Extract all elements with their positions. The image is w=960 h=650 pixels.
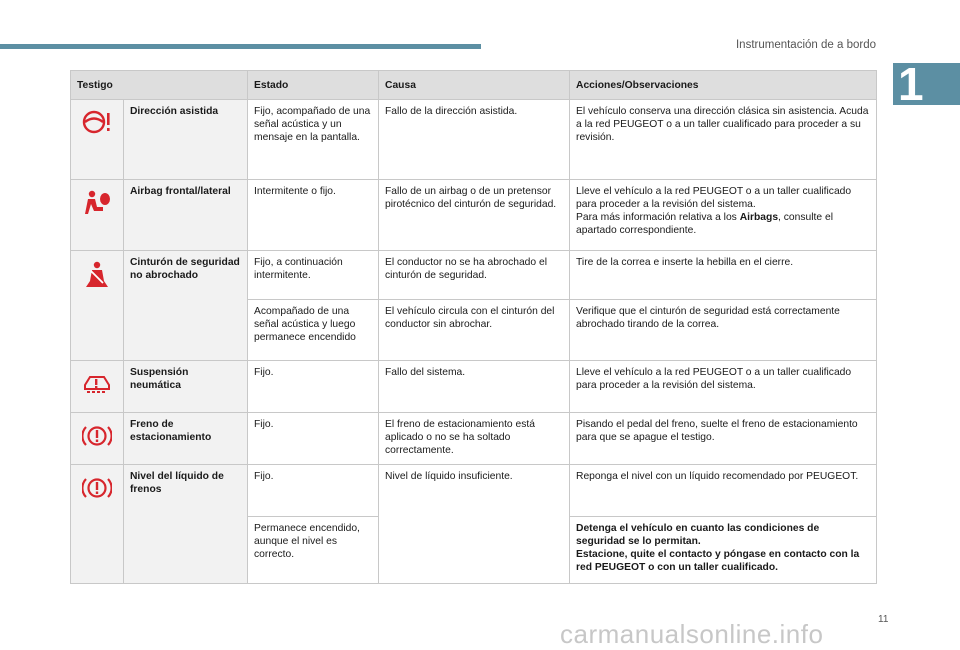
airbag-icon bbox=[83, 190, 111, 216]
acciones-text-c: , consulte el apartado correspondiente. bbox=[576, 212, 833, 236]
acciones-text-a: Lleve el vehículo a la red PEUGEOT o a un taller cualificado para proceder a la revisión del sistema. bbox=[576, 186, 852, 210]
causa-cell: El freno de estacionamiento está aplicado o no se ha soltado correctamente. bbox=[379, 413, 570, 465]
table-row bbox=[71, 251, 877, 300]
icon-cell bbox=[71, 361, 124, 413]
warning-name: Airbag frontal/lateral bbox=[124, 180, 248, 251]
warning-name: Cinturón de seguridad no abrochado bbox=[124, 251, 248, 361]
table-header-row bbox=[71, 71, 877, 100]
acciones-text-b: Para más información relativa a los bbox=[576, 212, 740, 223]
warning-name: Nivel del líquido de frenos bbox=[124, 465, 248, 584]
acciones-cell: Lleve el vehículo a la red PEUGEOT o a un taller cualificado para proceder a la revisión del sistema. bbox=[570, 361, 877, 413]
col-header-testigo: Testigo bbox=[71, 71, 248, 100]
acciones-cell: Reponga el nivel con un líquido recomendado por PEUGEOT. bbox=[570, 465, 877, 517]
page-number: 11 bbox=[878, 614, 889, 625]
col-header-causa: Causa bbox=[379, 71, 570, 100]
warning-lights-table bbox=[70, 70, 877, 584]
acciones-text-1: Detenga el vehículo en cuanto las condiciones de seguridad se lo permitan. bbox=[576, 523, 820, 547]
parking-brake-icon bbox=[82, 423, 112, 449]
acciones-cell: Pisando el pedal del freno, suelte el freno de estacionamiento para que se apague el testigo. bbox=[570, 413, 877, 465]
icon-cell bbox=[71, 413, 124, 465]
acciones-cell: Verifique que el cinturón de seguridad está correctamente abrochado tirando de la correa. bbox=[570, 300, 877, 361]
acciones-cell: Tire de la correa e inserte la hebilla en el cierre. bbox=[570, 251, 877, 300]
air-suspension-icon bbox=[82, 371, 112, 395]
table-row bbox=[71, 413, 877, 465]
warning-name: Suspensión neumática bbox=[124, 361, 248, 413]
icon-cell bbox=[71, 251, 124, 361]
acciones-cell: El vehículo conserva una dirección clásica sin asistencia. Acuda a la red PEUGEOT o a un taller cualificado para proceder a su revisión. bbox=[570, 100, 877, 180]
causa-cell: El vehículo circula con el cinturón del conductor sin abrochar. bbox=[379, 300, 570, 361]
estado-cell: Fijo. bbox=[248, 465, 379, 517]
estado-cell: Fijo, acompañado de una señal acústica y un mensaje en la pantalla. bbox=[248, 100, 379, 180]
brake-fluid-icon bbox=[82, 475, 112, 501]
acciones-cell bbox=[570, 517, 877, 584]
steering-wheel-warning-icon bbox=[82, 110, 112, 134]
causa-cell: Fallo de la dirección asistida. bbox=[379, 100, 570, 180]
watermark: carmanualsonline.info bbox=[560, 619, 824, 649]
estado-cell: Intermitente o fijo. bbox=[248, 180, 379, 251]
causa-cell: Nivel de líquido insuficiente. bbox=[379, 465, 570, 584]
table-row bbox=[71, 100, 877, 180]
icon-cell bbox=[71, 100, 124, 180]
section-header-title: Instrumentación de a bordo bbox=[735, 39, 876, 51]
icon-cell bbox=[71, 465, 124, 584]
causa-cell: El conductor no se ha abrochado el cinturón de seguridad. bbox=[379, 251, 570, 300]
col-header-estado: Estado bbox=[248, 71, 379, 100]
causa-cell: Fallo del sistema. bbox=[379, 361, 570, 413]
header-accent-bar bbox=[0, 44, 481, 49]
seatbelt-icon bbox=[84, 261, 110, 289]
chapter-number: 1 bbox=[898, 58, 924, 110]
estado-cell: Fijo. bbox=[248, 361, 379, 413]
causa-cell: Fallo de un airbag o de un pretensor pirotécnico del cinturón de seguridad. bbox=[379, 180, 570, 251]
col-header-acciones: Acciones/Observaciones bbox=[570, 71, 877, 100]
table-row bbox=[71, 465, 877, 517]
icon-cell bbox=[71, 180, 124, 251]
estado-cell: Fijo. bbox=[248, 413, 379, 465]
warning-name: Freno de estacionamiento bbox=[124, 413, 248, 465]
estado-cell: Fijo, a continuación intermitente. bbox=[248, 251, 379, 300]
warning-name: Dirección asistida bbox=[124, 100, 248, 180]
acciones-text-2: Estacione, quite el contacto y póngase en contacto con la red PEUGEOT o con un taller cualificado. bbox=[576, 549, 860, 573]
table-row bbox=[71, 180, 877, 251]
acciones-cell bbox=[570, 180, 877, 251]
estado-cell: Acompañado de una señal acústica y luego permanece encendido bbox=[248, 300, 379, 361]
acciones-bold-term: Airbags bbox=[739, 212, 779, 223]
estado-cell: Permanece encendido, aunque el nivel es correcto. bbox=[248, 517, 379, 584]
table-row bbox=[71, 361, 877, 413]
